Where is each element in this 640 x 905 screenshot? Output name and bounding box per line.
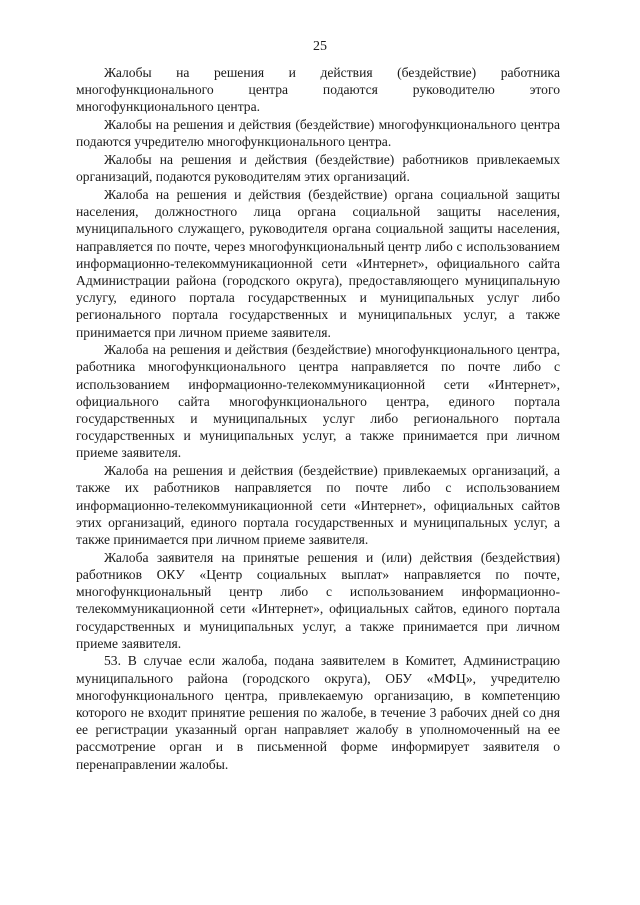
paragraph-complaint-mfc-employee: Жалобы на решения и действия (бездействие) работника многофункционального центра подаются руководителю этого многофункционального центра.: [76, 65, 560, 115]
paragraph-complaint-engaged-org-employees: Жалобы на решения и действия (бездействие) работников привлекаемых организаций, подаются руководителям этих организаций.: [76, 152, 560, 185]
paragraph-complaint-social-protection: Жалоба на решения и действия (бездействие) органа социальной защиты населения, должностного лица органа социальной защиты населения, муниципального служащего, руководителя органа социальной защиты населения, направляется по почте, через многофункциональный центр либо с использованием информационно-телекоммуникационной сети «Интернет», официального сайта Администрации района (городского округа), предоставляющего муниципальную услугу, единого портала государственных и муниципальных услуг либо регионального портала государственных и муниципальных услуг, а также принимается при личном приеме заявителя.: [76, 186, 560, 340]
paragraph-clause-53: 53. В случае если жалоба, подана заявителем в Комитет, Администрацию муниципального района (городского округа), ОБУ «МФЦ», учредителю многофункционального центра, привлекаемую организацию, в компетенцию которого не входит принятие решения по жалобе, в течение 3 рабочих дней со дня ее регистрации указанный орган направляет жалобу в уполномоченный на ее рассмотрение орган и в письменной форме информирует заявителя о перенаправлении жалобы.: [76, 653, 560, 772]
page-number: 25: [313, 39, 327, 54]
paragraph-complaint-mfc: Жалобы на решения и действия (бездействие) многофункционального центра подаются учредителю многофункционального центра.: [76, 117, 560, 150]
paragraph-complaint-mfc-channels: Жалоба на решения и действия (бездействие) многофункционального центра, работника многофункционального центра направляется по почте либо с использованием информационно-телекоммуникационной сети «Интернет», официального сайта многофункционального центра, единого портала государственных и муниципальных услуг либо регионального портала государственных и муниципальных услуг, а также принимается при личном приеме заявителя.: [76, 342, 560, 461]
paragraph-complaint-oku: Жалоба заявителя на принятые решения и (или) действия (бездействия) работников ОКУ «Центр социальных выплат» направляется по почте, многофункциональный центр либо с использованием информационно-телекоммуникационной сети «Интернет», официальных сайтов, единого портала государственных и муниципальных услуг, а также принимается при личном приеме заявителя.: [76, 549, 560, 651]
document-body: [76, 64, 560, 773]
paragraph-complaint-engaged-orgs: Жалоба на решения и действия (бездействие) привлекаемых организаций, а также их работников направляется по почте либо с использованием информационно-телекоммуникационной сети «Интернет», официальных сайтов этих организаций, единого портала государственных и муниципальных услуг, а также принимается при личном приеме заявителя.: [76, 463, 560, 547]
